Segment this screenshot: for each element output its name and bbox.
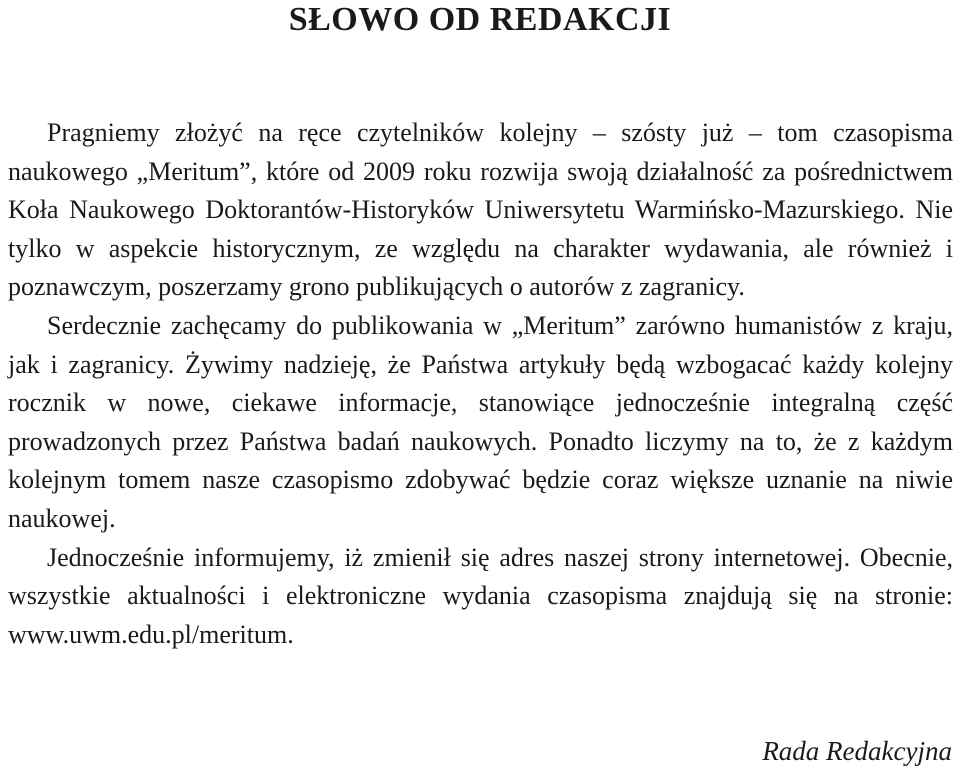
page-title: SŁOWO OD REDAKCJI: [288, 1, 672, 38]
paragraph-invitation: Serdecznie zachęcamy do publikowania w „Meritum” zarówno humanistów z kraju, jak i zagranicy. Żywimy nadzieję, że Państwa artykuły będą wzbogacać każdy kolejny rocznik w nowe, ciekawe informacje, stanowiące jednocześnie integralną część prowadzonych przez Państwa badań naukowych. Ponadto liczymy na to, że z każdym kolejnym tomem nasze czasopismo zdobywać będzie coraz większe uznanie na niwie naukowej.: [8, 310, 953, 533]
paragraph-intro: Pragniemy złożyć na ręce czytelników kolejny – szósty już – tom czasopisma naukowego „Meritum”, które od 2009 roku rozwija swoją działalność za pośrednictwem Koła Naukowego Doktorantów-Historyków Uniwersytetu Warmińsko-Mazurskiego. Nie tylko w aspekcie historycznym, ze względu na charakter wydawania, ale również i poznawczym, poszerzamy grono publikujących o autorów z zagranicy.: [8, 118, 953, 302]
paragraph-website-notice: Jednocześnie informujemy, iż zmienił się adres naszej strony internetowej. Obecnie, wszystkie aktualności i elektroniczne wydania czasopisma znajdują się na stronie: www.uwm.edu.pl/meritum.: [8, 542, 953, 649]
editorial-body: [8, 114, 953, 654]
signature: Rada Redakcyjna: [762, 736, 952, 766]
